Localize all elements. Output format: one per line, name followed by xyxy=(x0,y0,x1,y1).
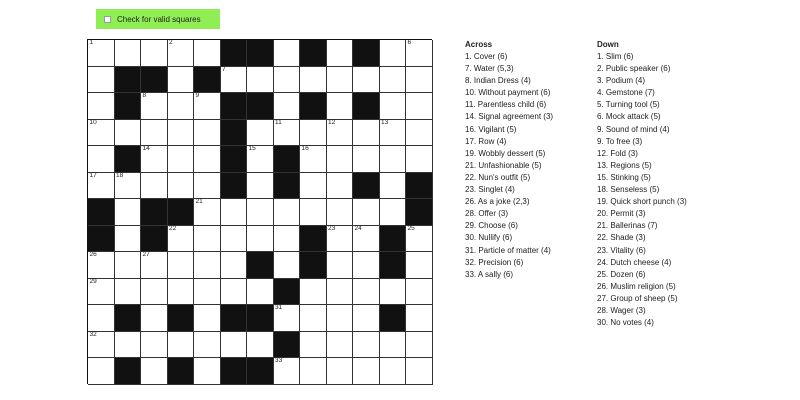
across-clue[interactable]: 1. Cover (6) xyxy=(465,52,508,61)
grid-cell[interactable] xyxy=(327,173,354,200)
grid-cell[interactable] xyxy=(406,305,433,332)
grid-cell[interactable] xyxy=(300,67,327,94)
down-clue[interactable]: 25. Dozen (6) xyxy=(597,269,646,279)
grid-cell[interactable] xyxy=(115,332,142,359)
black-square xyxy=(274,279,301,306)
black-square xyxy=(221,173,248,200)
grid-cell[interactable] xyxy=(327,252,354,279)
grid-cell[interactable] xyxy=(327,199,354,226)
grid-cell[interactable] xyxy=(380,93,407,120)
across-clue[interactable]: 7. Water (5,3) xyxy=(465,64,514,74)
grid-cell[interactable] xyxy=(168,226,195,253)
clue-number: 32 xyxy=(89,330,97,338)
black-square xyxy=(168,199,195,226)
grid-cell[interactable] xyxy=(300,173,327,200)
grid-cell[interactable] xyxy=(168,120,195,147)
down-clue[interactable]: 2. Public speaker (6) xyxy=(597,64,671,74)
across-clue[interactable]: 19. Wobbly dessert (5) xyxy=(465,148,546,158)
black-square xyxy=(406,173,433,200)
down-clue[interactable]: 15. Stinking (5) xyxy=(597,172,651,182)
grid-cell[interactable] xyxy=(141,252,168,279)
clue-number: 23 xyxy=(328,224,336,232)
grid-cell[interactable] xyxy=(406,120,433,147)
clue-number: 22 xyxy=(169,224,177,232)
down-clue[interactable]: 12. Fold (3) xyxy=(597,148,638,158)
grid-cell[interactable] xyxy=(194,252,221,279)
grid-cell[interactable] xyxy=(115,226,142,253)
clue-number: 29 xyxy=(89,277,97,285)
check-button-label: Check for valid squares xyxy=(117,14,201,24)
grid-cell[interactable] xyxy=(380,358,407,385)
grid-cell[interactable] xyxy=(168,93,195,120)
grid-cell[interactable] xyxy=(88,67,115,94)
grid-cell[interactable] xyxy=(88,279,115,306)
down-clue[interactable]: 21. Ballerinas (7) xyxy=(597,221,658,231)
grid-cell[interactable] xyxy=(88,252,115,279)
black-square xyxy=(115,93,142,120)
black-square xyxy=(380,252,407,279)
clue-number: 13 xyxy=(381,118,389,126)
grid-cell[interactable] xyxy=(406,332,433,359)
black-square xyxy=(141,67,168,94)
grid-cell[interactable] xyxy=(247,226,274,253)
grid-cell[interactable] xyxy=(194,332,221,359)
grid-cell[interactable] xyxy=(327,305,354,332)
grid-cell[interactable] xyxy=(221,279,248,306)
grid-cell[interactable] xyxy=(406,252,433,279)
clue-number: 25 xyxy=(407,224,415,232)
grid-cell[interactable] xyxy=(406,226,433,253)
down-clue[interactable]: 19. Quick short punch (3) xyxy=(597,197,687,207)
across-clue[interactable]: 8. Indian Dress (4) xyxy=(465,76,531,86)
grid-cell[interactable] xyxy=(168,332,195,359)
grid-cell[interactable] xyxy=(168,252,195,279)
grid-cell[interactable] xyxy=(141,305,168,332)
down-clue[interactable]: 3. Podium (4) xyxy=(597,76,646,86)
grid-cell[interactable] xyxy=(141,358,168,385)
across-clue[interactable]: 26. As a joke (2,3) xyxy=(465,197,530,207)
grid-cell[interactable] xyxy=(247,332,274,359)
down-clue[interactable]: 4. Gemstone (7) xyxy=(597,88,655,98)
grid-cell[interactable] xyxy=(327,40,354,67)
grid-cell[interactable] xyxy=(221,226,248,253)
clue-number: 33 xyxy=(275,357,283,364)
grid-cell[interactable] xyxy=(353,305,380,332)
grid-cell[interactable] xyxy=(327,332,354,359)
black-square xyxy=(247,93,274,120)
clue-number: 31 xyxy=(275,304,283,311)
black-square xyxy=(115,358,142,385)
grid-cell[interactable] xyxy=(88,305,115,332)
black-square xyxy=(168,358,195,385)
black-square xyxy=(353,93,380,120)
clue-number: 26 xyxy=(89,251,97,258)
grid-cell[interactable] xyxy=(194,226,221,253)
across-clue[interactable]: 21. Unfashionable (5) xyxy=(465,160,542,170)
across-clue[interactable]: 11. Parentless child (6) xyxy=(465,100,547,110)
grid-cell[interactable] xyxy=(221,199,248,226)
clue-number: 1 xyxy=(89,39,94,46)
grid-cell[interactable] xyxy=(274,252,301,279)
black-square xyxy=(353,173,380,200)
across-clue[interactable]: 22. Nun's outfit (5) xyxy=(465,172,531,182)
black-square xyxy=(247,252,274,279)
across-clue[interactable]: 31. Particle of matter (4) xyxy=(465,245,551,255)
black-square xyxy=(247,358,274,385)
grid-cell[interactable] xyxy=(168,67,195,94)
grid-cell[interactable] xyxy=(327,358,354,385)
grid-cell[interactable] xyxy=(327,67,354,94)
across-clue[interactable]: 16. Vigilant (5) xyxy=(465,124,517,134)
grid-cell[interactable] xyxy=(194,199,221,226)
grid-cell[interactable] xyxy=(88,93,115,120)
down-heading: Down xyxy=(597,40,619,49)
down-clue[interactable]: 13. Regions (5) xyxy=(597,160,652,170)
grid-cell[interactable] xyxy=(406,67,433,94)
across-clue[interactable]: 29. Choose (6) xyxy=(465,221,518,231)
grid-cell[interactable] xyxy=(221,332,248,359)
black-square xyxy=(300,93,327,120)
grid-cell[interactable] xyxy=(168,40,195,67)
grid-cell[interactable] xyxy=(247,173,274,200)
grid-cell[interactable] xyxy=(141,93,168,120)
black-square xyxy=(141,226,168,253)
black-square xyxy=(221,40,248,67)
grid-cell[interactable] xyxy=(141,173,168,200)
grid-cell[interactable] xyxy=(380,199,407,226)
grid-cell[interactable] xyxy=(300,146,327,173)
grid-cell[interactable] xyxy=(194,146,221,173)
grid-cell[interactable] xyxy=(353,252,380,279)
across-heading: Across xyxy=(465,40,493,49)
grid-cell[interactable] xyxy=(327,146,354,173)
grid-cell[interactable] xyxy=(88,146,115,173)
grid-cell[interactable] xyxy=(380,279,407,306)
black-square xyxy=(300,226,327,253)
clue-number: 12 xyxy=(328,118,336,126)
grid-cell[interactable] xyxy=(247,279,274,306)
grid-cell[interactable] xyxy=(274,120,301,147)
grid-cell[interactable] xyxy=(88,332,115,359)
grid-cell[interactable] xyxy=(380,40,407,67)
grid-cell[interactable] xyxy=(327,279,354,306)
grid-cell[interactable] xyxy=(300,279,327,306)
grid-cell[interactable] xyxy=(88,173,115,200)
clue-number: 27 xyxy=(142,251,150,258)
clue-number: 11 xyxy=(275,118,282,126)
grid-cell[interactable] xyxy=(300,358,327,385)
black-square xyxy=(274,332,301,359)
black-square xyxy=(141,199,168,226)
down-clue[interactable]: 6. Mock attack (5) xyxy=(597,112,661,122)
black-square xyxy=(300,252,327,279)
grid-cell[interactable] xyxy=(168,146,195,173)
grid-cell[interactable] xyxy=(353,146,380,173)
black-square xyxy=(380,305,407,332)
grid-cell[interactable] xyxy=(353,120,380,147)
black-square xyxy=(221,120,248,147)
black-square xyxy=(274,173,301,200)
grid-cell[interactable] xyxy=(300,199,327,226)
grid-cell[interactable] xyxy=(194,93,221,120)
grid-cell[interactable] xyxy=(274,305,301,332)
grid-cell[interactable] xyxy=(380,120,407,147)
grid-cell[interactable] xyxy=(300,305,327,332)
grid-cell[interactable] xyxy=(380,173,407,200)
clue-number: 7 xyxy=(222,65,226,73)
down-clue[interactable]: 9. To free (3) xyxy=(597,136,643,146)
grid-cell[interactable] xyxy=(380,67,407,94)
black-square xyxy=(406,199,433,226)
across-clue[interactable]: 32. Precision (6) xyxy=(465,257,524,267)
black-square xyxy=(88,199,115,226)
grid-cell[interactable] xyxy=(353,67,380,94)
black-square xyxy=(247,305,274,332)
grid-cell[interactable] xyxy=(353,279,380,306)
crossword-grid xyxy=(87,39,432,384)
grid-cell[interactable] xyxy=(115,199,142,226)
black-square xyxy=(88,226,115,253)
grid-cell[interactable] xyxy=(115,252,142,279)
across-clue[interactable]: 10. Without payment (6) xyxy=(465,88,551,98)
grid-cell[interactable] xyxy=(88,40,115,67)
black-square xyxy=(221,358,248,385)
across-clues-list xyxy=(465,40,553,281)
black-square xyxy=(168,305,195,332)
grid-cell[interactable] xyxy=(327,120,354,147)
black-square xyxy=(221,305,248,332)
black-square xyxy=(247,40,274,67)
grid-cell[interactable] xyxy=(406,40,433,67)
black-square xyxy=(274,146,301,173)
down-clue[interactable]: 27. Group of sheep (5) xyxy=(597,293,678,303)
grid-cell[interactable] xyxy=(406,93,433,120)
grid-cell[interactable] xyxy=(168,173,195,200)
grid-cell[interactable] xyxy=(274,67,301,94)
down-clue[interactable]: 24. Dutch cheese (4) xyxy=(597,257,672,267)
grid-cell[interactable] xyxy=(353,332,380,359)
clue-number: 17 xyxy=(89,171,97,179)
clue-number: 24 xyxy=(354,224,362,232)
grid-cell[interactable] xyxy=(406,358,433,385)
grid-cell[interactable] xyxy=(353,358,380,385)
clue-number: 2 xyxy=(169,39,173,46)
down-clue[interactable]: 28. Wager (3) xyxy=(597,305,646,315)
clue-number: 8 xyxy=(142,92,147,99)
black-square xyxy=(221,93,248,120)
clue-number: 18 xyxy=(116,171,124,179)
grid-cell[interactable] xyxy=(115,40,142,67)
black-square xyxy=(115,305,142,332)
grid-cell[interactable] xyxy=(406,146,433,173)
grid-cell[interactable] xyxy=(380,146,407,173)
grid-cell[interactable] xyxy=(115,279,142,306)
grid-cell[interactable] xyxy=(141,279,168,306)
grid-cell[interactable] xyxy=(327,93,354,120)
grid-cell[interactable] xyxy=(247,120,274,147)
grid-cell[interactable] xyxy=(88,358,115,385)
down-clue[interactable]: 30. No votes (4) xyxy=(597,318,654,328)
across-clue[interactable]: 14. Signal agreement (3) xyxy=(465,112,554,122)
grid-cell[interactable] xyxy=(353,226,380,253)
grid-cell[interactable] xyxy=(194,173,221,200)
black-square xyxy=(115,146,142,173)
black-square xyxy=(221,146,248,173)
down-clue[interactable]: 9. Sound of mind (4) xyxy=(597,124,670,134)
grid-cell[interactable] xyxy=(300,332,327,359)
clue-number: 21 xyxy=(195,198,203,205)
down-clue[interactable]: 5. Turning tool (5) xyxy=(597,100,660,110)
across-clue[interactable]: 30. Nullify (6) xyxy=(465,233,513,243)
black-square xyxy=(115,67,142,94)
across-clue[interactable]: 23. Singlet (4) xyxy=(465,185,515,195)
down-clue[interactable]: 18. Senseless (5) xyxy=(597,185,660,195)
grid-cell[interactable] xyxy=(274,226,301,253)
down-clues-list xyxy=(597,40,687,329)
grid-cell[interactable] xyxy=(247,67,274,94)
grid-cell[interactable] xyxy=(194,120,221,147)
grid-cell[interactable] xyxy=(300,120,327,147)
grid-cell[interactable] xyxy=(353,199,380,226)
grid-cell[interactable] xyxy=(141,146,168,173)
grid-cell[interactable] xyxy=(327,226,354,253)
grid-cell[interactable] xyxy=(406,279,433,306)
across-clue[interactable]: 28. Offer (3) xyxy=(465,209,508,219)
grid-cell[interactable] xyxy=(115,120,142,147)
black-square xyxy=(300,40,327,67)
grid-cell[interactable] xyxy=(141,332,168,359)
grid-cell[interactable] xyxy=(194,279,221,306)
down-clue[interactable]: 23. Vitality (6) xyxy=(597,245,646,255)
grid-cell[interactable] xyxy=(221,67,248,94)
grid-cell[interactable] xyxy=(194,40,221,67)
clue-number: 15 xyxy=(248,145,256,152)
grid-cell[interactable] xyxy=(115,173,142,200)
down-clue[interactable]: 20. Permit (3) xyxy=(597,209,646,219)
black-square xyxy=(353,40,380,67)
clue-number: 14 xyxy=(142,145,150,152)
down-clue[interactable]: 22. Shade (3) xyxy=(597,233,646,243)
grid-cell[interactable] xyxy=(141,120,168,147)
checkbox-icon[interactable] xyxy=(104,16,111,23)
grid-cell[interactable] xyxy=(247,146,274,173)
across-clue[interactable]: 33. A sally (6) xyxy=(465,269,514,279)
grid-cell[interactable] xyxy=(194,358,221,385)
across-clue[interactable]: 17. Row (4) xyxy=(465,136,507,146)
grid-cell[interactable] xyxy=(274,199,301,226)
clue-number: 9 xyxy=(195,92,200,99)
grid-cell[interactable] xyxy=(88,120,115,147)
down-clue[interactable]: 26. Muslim religion (5) xyxy=(597,281,676,291)
clue-number: 16 xyxy=(301,145,309,152)
grid-cell[interactable] xyxy=(274,40,301,67)
grid-cell[interactable] xyxy=(221,252,248,279)
clue-number: 10 xyxy=(89,118,97,126)
grid-cell[interactable] xyxy=(274,358,301,385)
grid-cell[interactable] xyxy=(274,93,301,120)
grid-cell[interactable] xyxy=(168,279,195,306)
grid-cell[interactable] xyxy=(194,305,221,332)
grid-cell[interactable] xyxy=(380,332,407,359)
check-valid-squares-button[interactable] xyxy=(96,9,220,29)
black-square xyxy=(194,67,221,94)
clue-number: 6 xyxy=(407,39,412,46)
grid-cell[interactable] xyxy=(247,199,274,226)
black-square xyxy=(380,226,407,253)
down-clue[interactable]: 1. Slim (6) xyxy=(597,52,634,61)
grid-cell[interactable] xyxy=(141,40,168,67)
